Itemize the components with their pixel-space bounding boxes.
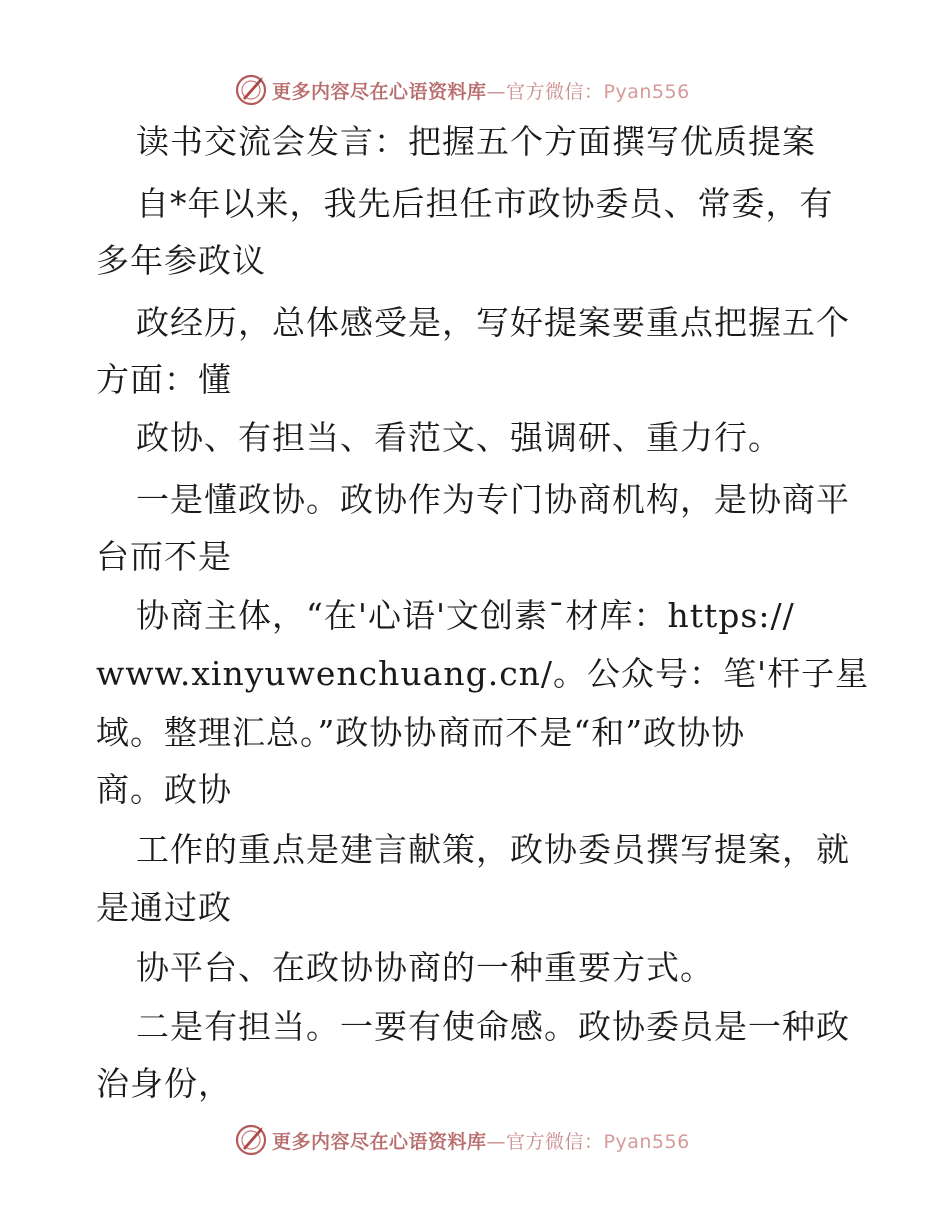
paragraph-line: 二是有担当。一要有使命感。政协委员是一种政 <box>136 1007 850 1046</box>
document-title: 读书交流会发言：把握五个方面撰写优质提案 <box>136 122 816 161</box>
paragraph-line: www.xinyuwenchuang.cn/。公众号：笔'杆子星 <box>96 654 870 693</box>
paragraph-line: 多年参政议 <box>96 241 266 280</box>
paragraph-line: 自*年以来，我先后担任市政协委员、常委，有 <box>136 184 834 223</box>
watermark-separator: — <box>486 80 507 103</box>
header-watermark <box>234 72 690 108</box>
watermark-account: Pyan556 <box>603 80 690 103</box>
quill-seal-icon <box>234 73 268 107</box>
paragraph-line: 方面：懂 <box>96 360 232 399</box>
footer-watermark <box>234 1122 690 1158</box>
paragraph-line: 政经历，总体感受是，写好提案要重点把握五个 <box>136 303 850 342</box>
paragraph-line: 商。政协 <box>96 770 232 809</box>
paragraph-line: 是通过政 <box>96 888 232 927</box>
watermark-separator: — <box>486 1130 507 1153</box>
watermark-brand: 更多内容尽在心语资料库 <box>272 80 487 103</box>
watermark-brand: 更多内容尽在心语资料库 <box>272 1130 487 1153</box>
quill-seal-icon <box>234 1123 268 1157</box>
paragraph-line: 工作的重点是建言献策，政协委员撰写提案，就 <box>136 830 850 869</box>
paragraph-line: 协商主体，“在'心语'文创素¯材库：https:// <box>136 596 795 635</box>
watermark-official: 官方微信： <box>506 80 604 103</box>
watermark-account: Pyan556 <box>603 1130 690 1153</box>
paragraph-line: 政协、有担当、看范文、强调研、重力行。 <box>136 418 782 457</box>
paragraph-line: 一是懂政协。政协作为专门协商机构，是协商平 <box>136 480 850 519</box>
paragraph-line: 协平台、在政协协商的一种重要方式。 <box>136 948 714 987</box>
paragraph-line: 治身份， <box>96 1064 232 1103</box>
paragraph-line: 台而不是 <box>96 537 232 576</box>
watermark-official: 官方微信： <box>506 1130 604 1153</box>
paragraph-line: 域。整理汇总。”政协协商而不是“和”政协协 <box>96 713 746 752</box>
